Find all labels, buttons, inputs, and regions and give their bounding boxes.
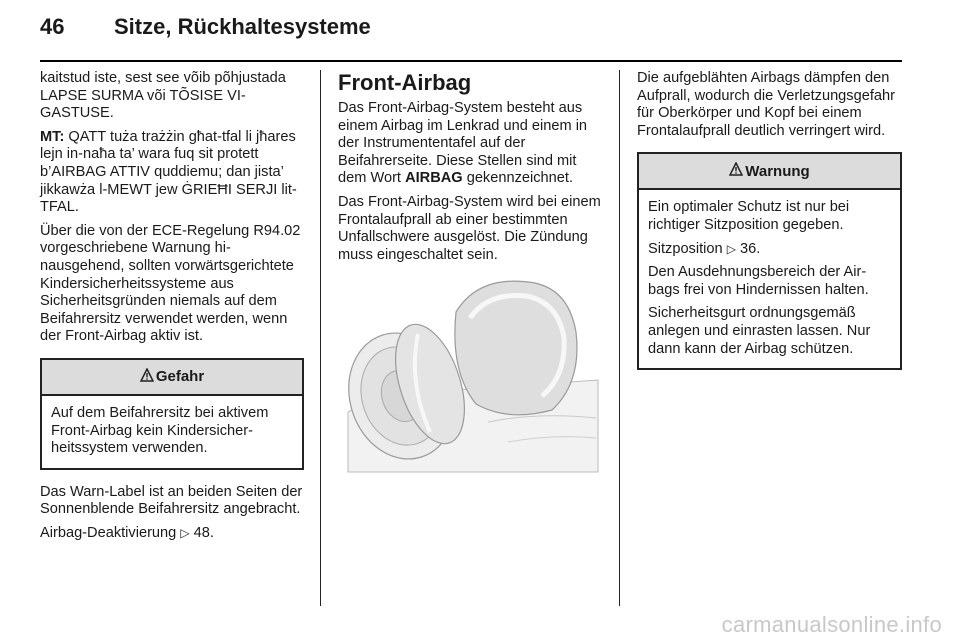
danger-box	[40, 358, 304, 470]
warning-text-belt: Sicherheitsgurt ordnungsgemäß anlegen und einrasten lassen. Nur dann kann der Airbag schützen.	[648, 305, 871, 357]
danger-box-header	[42, 360, 302, 396]
watermark: carmanualsonline.info	[721, 612, 942, 637]
warning-box-body	[639, 190, 900, 368]
arrow-icon: ▷	[180, 525, 190, 540]
warning-triangle-icon	[140, 368, 154, 387]
danger-box-text: Auf dem Beifahrersitz bei aktivem Front-Airbag kein Kindersicherheitssystem verwenden.	[51, 404, 269, 457]
front-airbag-illustration	[338, 272, 604, 482]
paragraph-trigger: Das Front-Airbag-System wird bei einem Frontalaufprall ab einer bestimmten Unfallschwere ausgelöst. Die Zündung muss eingeschaltet sein.	[338, 193, 601, 263]
maltese-text: QATT tuża trażżin għat-tfal li jħares lejn in-naħa ta’ wara fuq sit protett b’AIRBAG ATTIV quddiemu; dan jista’ jikkawża l-MEWT jew ĠRIEĦI SERJI lit-TFAL.	[40, 128, 297, 216]
cross-reference-page: 36.	[740, 240, 761, 257]
column-divider	[320, 70, 321, 606]
column-right	[637, 70, 902, 370]
danger-box-body	[42, 396, 302, 468]
column-middle	[338, 70, 604, 482]
section-heading: Front-Airbag	[338, 70, 472, 95]
paragraph-system	[338, 100, 604, 188]
danger-box-title: Gefahr	[155, 368, 205, 386]
airbag-keyword: AIRBAG	[405, 170, 463, 187]
cross-reference[interactable]	[648, 241, 891, 259]
cross-reference-page: 48.	[193, 524, 214, 541]
warning-text-area: Den Ausdehnungsbereich der Airbags frei von Hindernissen halten.	[648, 264, 869, 298]
cross-reference-text: Airbag-Deaktivierung	[40, 524, 177, 541]
arrow-icon: ▷	[726, 241, 736, 256]
paragraph-ece: Über die von der ECE-Regelung R94.02 vorgeschriebene Warnung hinausgehend, sollten vorwärtsgerichtete Kindersicherheitssysteme aus Sicherheitsgründen niemals auf dem Beifahrersitz verwendet werden, wenn der Front-Airbag aktiv ist.	[40, 222, 301, 345]
section-title: Sitze, Rückhaltesysteme	[114, 14, 371, 39]
warning-box	[637, 152, 902, 370]
header-rule	[40, 60, 902, 62]
column-divider	[619, 70, 620, 606]
paragraph-inflated: Die aufgeblähten Airbags dämpfen den Aufprall, wodurch die Verletzungsgefahr für Oberkörper und Kopf bei einem Frontalaufprall deutlich verringert wird.	[637, 70, 895, 139]
column-left	[40, 70, 304, 548]
paragraph-maltese	[40, 129, 304, 217]
warning-triangle-icon	[729, 162, 743, 181]
warning-box-header	[639, 154, 900, 190]
paragraph-warn-label: Das Warn-Label ist an beiden Seiten der Sonnenblende Beifahrersitz angebracht.	[40, 483, 303, 518]
paragraph-text: Das Front-Airbag-System besteht aus einem Airbag im Lenkrad und einem in der Instrumententafel auf der Beifahrerseite. Diese Stellen sind mit dem Wort	[338, 100, 588, 187]
language-label: MT:	[40, 128, 65, 145]
paragraph-estonian: kaitstud iste, sest see võib põhjustada LAPSE SURMA või TÕSISE VIGASTUSE.	[40, 70, 286, 122]
page-number: 46	[40, 14, 65, 39]
warning-box-title: Warnung	[745, 162, 810, 180]
cross-reference-text: Sitzposition	[648, 240, 723, 257]
paragraph-text: gekennzeichnet.	[466, 170, 573, 187]
cross-reference[interactable]	[40, 525, 304, 543]
page-header	[40, 14, 920, 54]
warning-text-seat: Ein optimaler Schutz ist nur bei richtiger Sitzposition gegeben.	[648, 199, 850, 233]
